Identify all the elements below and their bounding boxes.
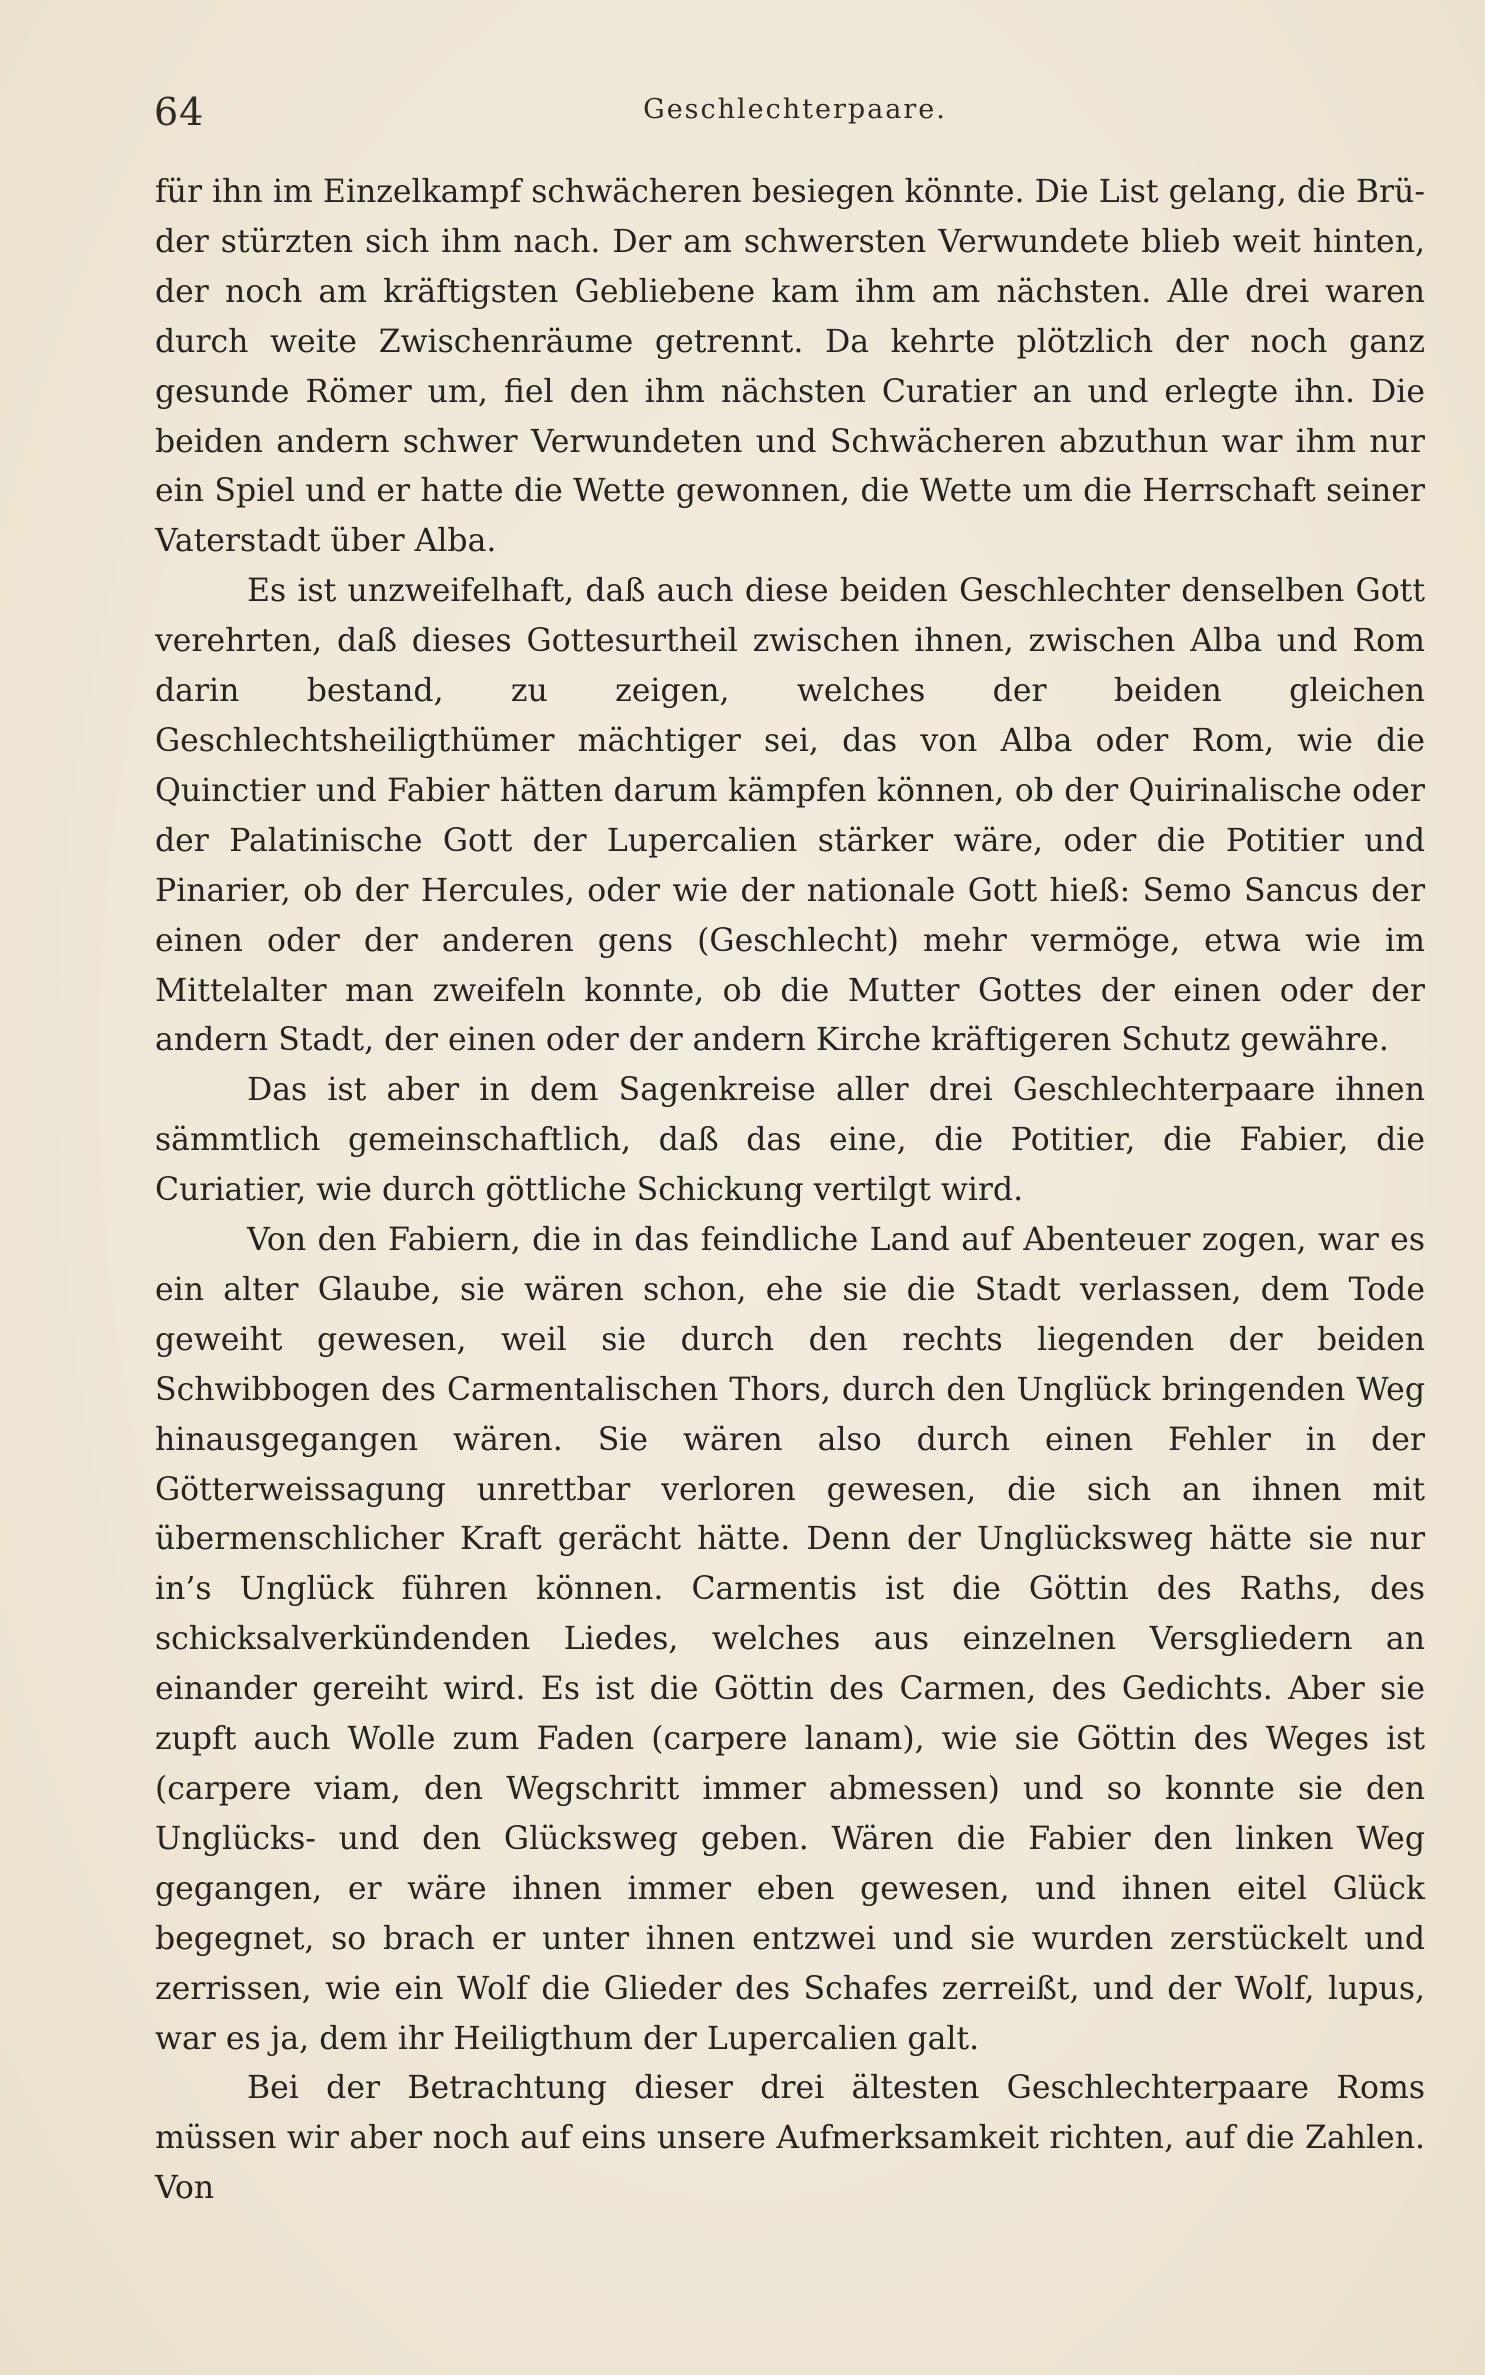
paragraph: Bei der Betrachtung dieser drei ältesten Geschlechterpaare Roms müssen wir aber noch auf eins unsere Aufmerksamkeit richten, auf die Zahlen. Von <box>155 2070 1425 2207</box>
paragraph: für ihn im Einzelkampf schwächeren besiegen könnte. Die List gelang, die Brüder stürzten sich ihm nach. Der am schwersten Verwundete blieb weit hinten, der noch am kräftigsten Gebliebene kam ihm am nächsten. Alle drei waren durch weite Zwischenräume getrennt. Da kehrte plötzlich der noch ganz gesunde Römer um, fiel den ihm nächsten Curatier an und erlegte ihn. Die beiden andern schwer Verwundeten und Schwächeren abzuthun war ihm nur ein Spiel und er hatte die Wette gewonnen, die Wette um die Herrschaft seiner Vaterstadt über Alba. <box>155 174 1425 560</box>
body-text <box>155 168 1425 2214</box>
paragraph: Das ist aber in dem Sagenkreise aller drei Geschlechterpaare ihnen sämmtlich gemeinschaftlich, daß das eine, die Potitier, die Fabier, die Curiatier, wie durch göttliche Schickung vertilgt wird. <box>155 1072 1425 1209</box>
running-title: Geschlechterpaare. <box>643 94 947 125</box>
paragraph: Von den Fabiern, die in das feindliche Land auf Abenteuer zogen, war es ein alter Glaube, sie wären schon, ehe sie die Stadt verlassen, dem Tode geweiht gewesen, weil sie durch den rechts liegenden der beiden Schwibbogen des Carmentalischen Thors, durch den Unglück bringenden Weg hinausgegangen wären. Sie wären also durch einen Fehler in der Götterweissagung unrettbar verloren gewesen, die sich an ihnen mit übermenschlicher Kraft gerächt hätte. Denn der Unglücksweg hätte sie nur in’s Unglück führen können. Carmentis ist die Göttin des Raths, des schicksalverkündenden Liedes, welches aus einzelnen Versgliedern an einander gereiht wird. Es ist die Göttin des Carmen, des Gedichts. Aber sie zupft auch Wolle zum Faden (carpere lanam), wie sie Göttin des Weges ist (carpere viam, den Wegschritt immer abmessen) und so konnte sie den Unglücks- und den Glücksweg geben. Wären die Fabier den linken Weg gegangen, er wäre ihnen immer eben gewesen, und ihnen eitel Glück begegnet, so brach er unter ihnen entzwei und sie wurden zerstückelt und zerrissen, wie ein Wolf die Glieder des Schafes zerreißt, und der Wolf, lupus, war es ja, dem ihr Heiligthum der Lupercalien galt. <box>155 1222 1425 2057</box>
page-header <box>150 82 1440 142</box>
page-number: 64 <box>154 90 205 134</box>
paragraph: Es ist unzweifelhaft, daß auch diese beiden Geschlechter denselben Gott verehrten, daß dieses Gottesurtheil zwischen ihnen, zwischen Alba und Rom darin bestand, zu zeigen, welches der beiden gleichen Geschlechtsheiligthümer mächtiger sei, das von Alba oder Rom, wie die Quinctier und Fabier hätten darum kämpfen können, ob der Quirinalische oder der Palatinische Gott der Lupercalien stärker wäre, oder die Potitier und Pinarier, ob der Hercules, oder wie der nationale Gott hieß: Semo Sancus der einen oder der anderen gens (Geschlecht) mehr vermöge, etwa wie im Mittelalter man zweifeln konnte, ob die Mutter Gottes der einen oder der andern Stadt, der einen oder der andern Kirche kräftigeren Schutz gewähre. <box>155 573 1425 1059</box>
